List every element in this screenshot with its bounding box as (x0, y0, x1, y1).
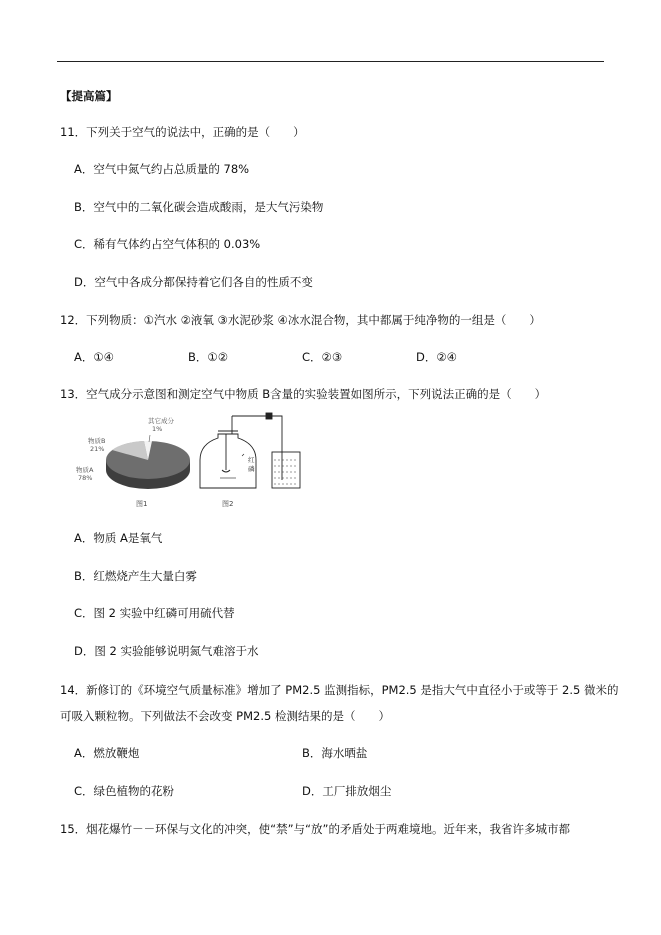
q12-stem: 12．下列物质：①汽水 ②液氧 ③水泥砂浆 ④冰水混合物，其中都属于纯净物的一组是（ ） (60, 313, 541, 327)
q11-option-c: C．稀有气体约占空气体积的 0.03% (74, 237, 261, 251)
apparatus-diagram (200, 413, 300, 488)
fig2-caption: 图2 (222, 500, 234, 508)
label-other-pct: 1% (152, 425, 163, 433)
q13-option-c: C．图 2 实验中红磷可用硫代替 (74, 606, 235, 620)
q12-option-b: B．①② (188, 350, 229, 364)
label-red-2: 磷 (248, 465, 255, 473)
combustion-spoon (222, 470, 230, 472)
q14-stem-line1: 14．新修订的《环境空气质量标准》增加了 PM2.5 监测指标，PM2.5 是指大气中直径小于或等于 2.5 微米的 (60, 683, 619, 697)
q13-option-b: B．红燃烧产生大量白雾 (74, 569, 197, 583)
q14-stem-line2: 可吸入颗粒物。下列做法不会改变 PM2.5 检测结果的是（ ） (60, 709, 390, 723)
q12-option-c: C．②③ (302, 350, 343, 364)
q15-stem: 15．烟花爆竹－－环保与文化的冲突，使“禁”与“放”的矛盾处于两难境地。近年来，我省许多城市都 (60, 822, 570, 836)
glass-tube-down (272, 416, 282, 480)
q11-stem: 11．下列关于空气的说法中，正确的是（ ） (60, 125, 305, 139)
q12-option-a: A．①④ (74, 350, 114, 364)
q11-option-b: B．空气中的二氧化碳会造成酸雨，是大气污染物 (74, 200, 324, 214)
q12-option-d: D．②④ (416, 350, 457, 364)
label-a: 物质A (76, 466, 94, 474)
q13-stem: 13．空气成分示意图和测定空气中物质 B含量的实验装置如图所示，下列说法正确的是（ ） (60, 387, 547, 401)
q13-option-d: D．图 2 实验能够说明氮气难溶于水 (74, 644, 259, 658)
label-a-pct: 78% (78, 474, 93, 482)
label-leader (242, 454, 244, 456)
pie-chart (76, 416, 190, 508)
q13-figure (72, 408, 312, 512)
q14-option-c: C．绿色植物的花粉 (74, 784, 175, 798)
q14-option-a: A．燃放鞭炮 (74, 746, 140, 760)
section-title: 【提高篇】 (60, 89, 118, 103)
label-b-pct: 21% (90, 445, 105, 453)
water-lines (274, 460, 298, 484)
water-beaker (272, 452, 300, 488)
header-rule (57, 61, 604, 62)
q11-option-d: D．空气中各成分都保持着它们各自的性质不变 (74, 275, 313, 289)
label-b: 物质B (88, 437, 106, 445)
q13-option-a: A．物质 A是氧气 (74, 531, 163, 545)
q14-option-d: D．工厂排放烟尘 (302, 784, 392, 798)
q11-option-a: A．空气中氮气约占总质量的 78% (74, 162, 250, 176)
q14-option-b: B．海水晒盐 (302, 746, 368, 760)
fig1-caption: 图1 (136, 500, 148, 508)
label-other: 其它成分 (148, 417, 174, 425)
clamp (266, 413, 272, 419)
label-red-1: 红 (248, 456, 255, 464)
